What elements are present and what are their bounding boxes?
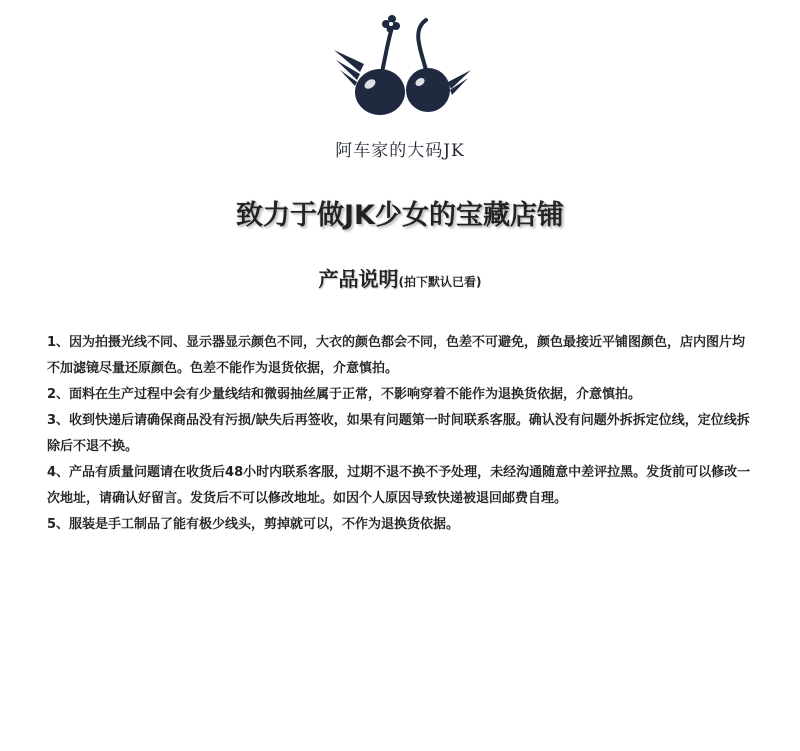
product-notes — [47, 330, 753, 538]
note-item: 1、因为拍摄光线不同、显示器显示颜色不同，大衣的颜色都会不同，色差不可避免，颜色最接近平铺图颜色，店内图片均不加滤镜尽量还原颜色。色差不能作为退货依据，介意慎拍。 — [47, 335, 746, 376]
note-item: 2、面料在生产过程中会有少量线结和微弱抽丝属于正常，不影响穿着不能作为退换货依据，介意慎拍。 — [47, 387, 642, 402]
note-item: 3、收到快递后请确保商品没有污损/缺失后再签收，如果有问题第一时间联系客服。确认没有问题外拆拆定位线，定位线拆除后不退不换。 — [47, 413, 750, 454]
section-title-subtitle: (拍下默认已看) — [398, 275, 482, 289]
note-item: 4、产品有质量问题请在收货后48小时内联系客服，过期不退不换不予处理，未经沟通随意中差评拉黑。发货前可以修改一次地址，请确认好留言。发货后不可以修改地址。如因个人原因导致快递被退回邮费自理。 — [47, 465, 751, 506]
section-title-main: 产品说明 — [318, 267, 399, 291]
note-item: 5、服装是手工制品了能有极少线头，剪掉就可以，不作为退换货依据。 — [47, 517, 460, 532]
slogan-heading: 致力于做JK少女的宝藏店铺 — [236, 200, 564, 231]
cherry-logo-icon — [330, 12, 475, 124]
brand-name: 阿车家的大码JK — [335, 141, 465, 161]
brand-header — [0, 0, 800, 170]
section-title — [0, 263, 800, 292]
